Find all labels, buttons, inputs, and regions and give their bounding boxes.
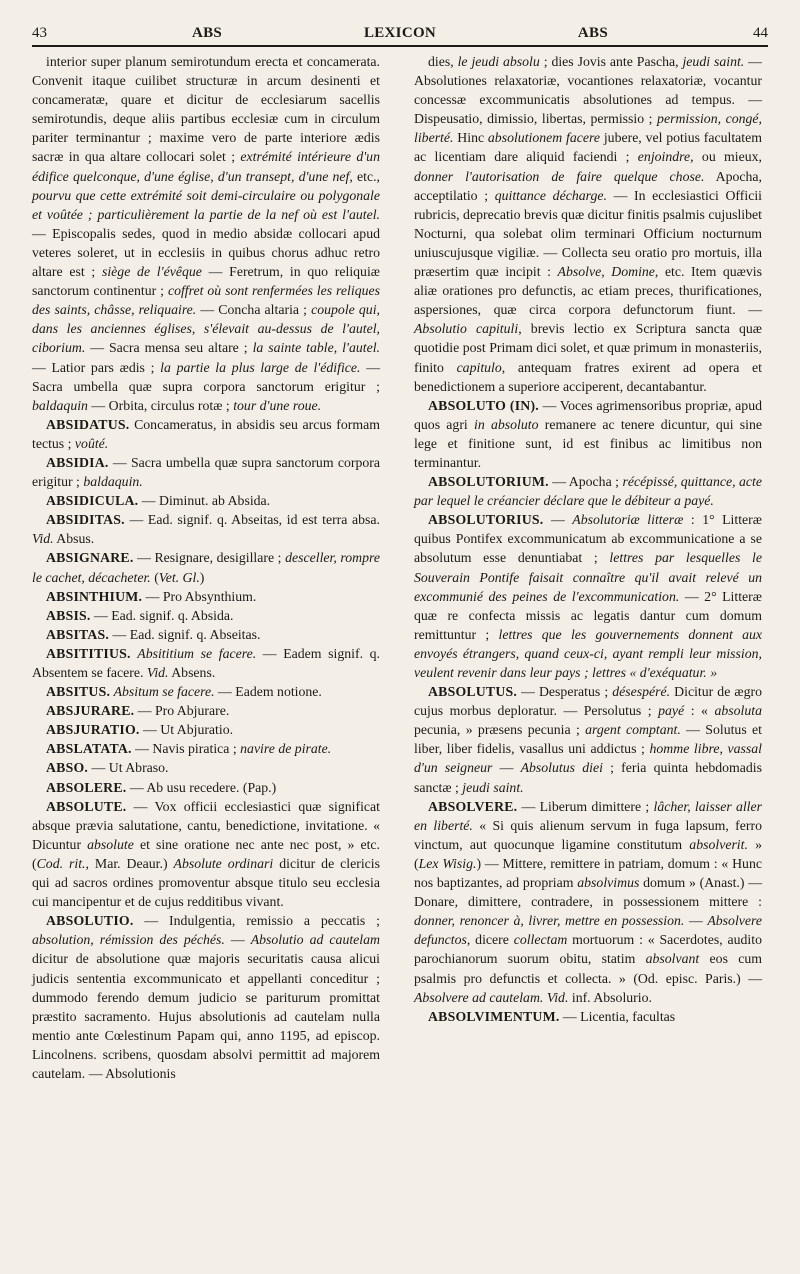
entry-text: ; dies Jovis ante Pascha,: [539, 54, 683, 69]
entry-text: — Eadem notione.: [214, 684, 322, 700]
entry-text: — Feretrum, in quo reliquiæ sanctorum continentur ;: [32, 264, 380, 299]
entry-text: Apocha, acceptilatio ;: [414, 168, 762, 203]
entry-text: — Orbita, circulus rotæ ;: [87, 397, 234, 413]
entry-italic-text: absolvant: [645, 951, 700, 967]
entry-italic-text: absolvimus: [577, 875, 640, 891]
entry-headword: ABSOLERE.: [46, 779, 127, 795]
entry-italic-text: navire de pirate.: [240, 741, 332, 757]
entry-headword: ABSIGNARE.: [46, 550, 134, 566]
dictionary-entry: [414, 682, 762, 797]
dictionary-entry: [32, 701, 380, 720]
entry-text: « Si quis alienum servum in fuga lapsum, ferro vinctum, aut quocunque ligamine constitutum: [414, 817, 762, 852]
entry-text: » (: [414, 836, 762, 871]
entry-text: dicitur de absolutione quæ majoris securitatis causa alicui judicis sententia excommunicato et appellanti conceditur ; dummodo ferendo demum judicio se pariturum promittat præstito sacramento. Hujus absolutionis ad cautelam nulla mentio ante Cœlestinum Papam qui, anno 1195, ad episcop. Lincolnens. scribens, quosdam absolvi permittit ad majorem cautelam. — Absolutionis: [32, 951, 380, 1081]
entry-italic-text: voûté.: [74, 435, 109, 451]
entry-headword: ABSOLUTORIUS.: [428, 512, 544, 528]
entry-italic-text: Absolvere ad cautelam. Vid.: [414, 989, 569, 1005]
entry-text: — Sacra mensa seu altare ;: [85, 340, 253, 356]
dictionary-entry: [32, 797, 380, 912]
entry-italic-text: récépissé, quittance, acte par lequel le créancier déclare que le débiteur a payé.: [414, 474, 762, 509]
entry-italic-text: Cod. rit.: [36, 855, 86, 871]
entry-italic-text: quittance décharge.: [494, 187, 607, 203]
entry-text: pecunia, » præsens pecunia ;: [414, 722, 586, 738]
entry-headword: ABSIDIA.: [46, 454, 109, 470]
entry-text: —: [543, 512, 573, 528]
dictionary-entry: [32, 911, 380, 1083]
entry-italic-text: pourvu que cette extrémité soit demi-circulaire ou polygonale et voûtée ; particulièrement la partie de la nef où est l'autel.: [32, 187, 380, 222]
running-header: [32, 22, 768, 44]
entry-text: — Solutus et liber, liber fidelis, vasallus uni addictus ;: [414, 722, 762, 757]
entry-text: — Ead. signif. q. Abseitas, id est terra absa.: [124, 512, 380, 528]
dictionary-entry: [32, 644, 380, 682]
entry-italic-text: Lex Wisig.: [418, 855, 477, 871]
entry-text: — Voces agrimensoribus propriæ, apud quos agri: [414, 397, 762, 432]
entry-italic-text: baldaquin.: [83, 474, 143, 490]
dictionary-entry: [32, 453, 380, 491]
entry-italic-text: absolution, rémission des péchés.: [32, 932, 225, 948]
entry-italic-text: enjoindre: [637, 149, 691, 165]
entry-text: : «: [684, 703, 715, 719]
entry-italic-text: absolverit.: [689, 836, 748, 852]
entry-italic-text: Absolutoriæ litteræ: [572, 512, 684, 528]
dictionary-entry: [32, 758, 380, 777]
entry-text: — Sacra umbella quæ supra sanctorum corpora erigitur ;: [32, 454, 380, 490]
dictionary-entry: [414, 472, 762, 510]
entry-italic-text: tour d'une roue.: [233, 397, 322, 413]
entry-italic-text: Absolutio capituli: [414, 321, 519, 337]
entry-italic-text: désespéré.: [612, 684, 671, 700]
entry-text: ) — Mittere, remittere in patriam, domum : « Hunc nos baptizantes, ad propriam: [414, 855, 762, 891]
entry-text: ): [199, 569, 205, 585]
entry-headword: ABSOLUTIO.: [46, 913, 134, 929]
page-number-left: 43: [32, 25, 47, 41]
entry-italic-text: Absolve, Domine: [557, 264, 655, 280]
left-column: [32, 52, 380, 1083]
entry-italic-text: Absolute ordinari: [173, 855, 274, 871]
entry-headword: ABSITUS.: [46, 684, 111, 700]
entry-headword: ABSIDATUS.: [46, 416, 130, 432]
guide-word-right: ABS: [577, 25, 608, 41]
guide-word-left: ABS: [192, 25, 223, 41]
entry-text: dicitur de clericis qui ad sacros ordines promoventur absque titulo seu ecclesia cui mancipentur et de cujus redditibus vivant.: [32, 855, 380, 910]
dictionary-entry: [32, 739, 380, 758]
entry-text: dies,: [428, 54, 458, 69]
entry-italic-text: extrémité intérieure d'un édifice quelconque, d'une église, d'un transept, d'une nef,: [32, 149, 380, 184]
entry-text: — Concha altaria ;: [196, 302, 312, 318]
entry-text: interior super planum semirotundum erecta et concamerata. Convenit itaque cuilibet structuræ in arcum desinenti et concameratæ, quare et dicitur de ecclesiarum sacellis semirotundis, deque aliis partibus ecclesiæ cum in circulum pariter terminantur ; maxime vero de parte interiore ædis sacræ in qua altare collocari solet ;: [32, 54, 380, 165]
entry-text: Dicitur de ægro cujus morbus deploratur. — Persolutus ;: [414, 684, 762, 719]
entry-italic-text: lettres par lesquelles le Souverain Pontife faisait connaître qu'il avait relevé un excommunié des peines de l'excommunication.: [414, 550, 762, 604]
entry-italic-text: jeudi saint.: [462, 779, 524, 795]
entry-text: , dicere: [466, 932, 514, 948]
dictionary-entry: [414, 52, 762, 396]
entry-text: et sine oratione nec ante nec post, » etc. (: [32, 836, 380, 871]
entry-text: mortuorum : « Sacerdotes, audito parochianorum suorum obitu, statim: [414, 932, 762, 967]
dictionary-entry: [32, 548, 380, 586]
entry-text: Concameratus, in absidis seu arcus formam tectus ;: [32, 416, 380, 451]
entry-text: — Ut Abraso.: [88, 760, 169, 776]
entry-text: inf. Absolurio.: [568, 989, 652, 1005]
entry-text: — Indulgentia, remissio a peccatis ;: [133, 913, 380, 929]
entry-italic-text: donner l'autorisation de faire quelque chose.: [414, 168, 705, 184]
right-column: [414, 52, 762, 1026]
entry-text: — Ut Abjuratio.: [139, 722, 234, 738]
entry-text: , etc. Item quævis aliæ orationes pro defunctis, ac etiam preces, thurificationes, aspersiones, quæ circa corpora defunctorum fiunt. —: [414, 264, 762, 318]
entry-headword: ABSIS.: [46, 607, 91, 623]
entry-headword: ABSITAS.: [46, 626, 110, 642]
entry-text: — Vox officii ecclesiastici quæ significat absque prævia salutatione, cantu, benedictione, invitatione. « Dicuntur: [32, 798, 380, 852]
entry-text: — Diminut. ab Absida.: [138, 493, 271, 509]
dictionary-entry: [414, 1007, 762, 1026]
entry-headword: ABSJURARE.: [46, 703, 135, 719]
entry-text: — Resignare, desigillare ;: [133, 550, 286, 566]
entry-italic-text: Absitum se facere.: [113, 684, 215, 700]
dictionary-entry: [32, 510, 380, 548]
entry-italic-text: donner, renoncer à, livrer, mettre en possession.: [414, 913, 685, 929]
header-rule: [32, 45, 768, 47]
entry-text: — Licentia, facultas: [559, 1008, 676, 1024]
entry-text: , antequam fratres exirent ad opera et benedictionem a superiore acciperent, decantabantur.: [414, 359, 762, 394]
entry-headword: ABSJURATIO.: [46, 722, 140, 738]
entry-italic-text: Vid.: [32, 531, 54, 547]
dictionary-entry: [32, 606, 380, 625]
entry-text: — Ab usu recedere. (Pap.): [126, 779, 277, 795]
entry-text: — 2° Litteræ quæ re confecta missis ac legatis dantur cum domum remittuntur ;: [414, 588, 762, 642]
dictionary-entry: [414, 797, 762, 1007]
entry-text: —: [492, 760, 521, 776]
entry-italic-text: le jeudi absolu: [457, 54, 540, 69]
dictionary-entry: [32, 682, 380, 701]
entry-italic-text: payé: [658, 703, 685, 719]
entry-text: Absus.: [53, 531, 95, 547]
entry-text: — Absolutiones relaxatoriæ, vocantiones relaxatoriæ, vocantur concessæ excommunicatis absolutiones ad tempus. — Dispeusatio, dimissio, libertas, permissio ;: [414, 54, 762, 127]
entry-text: — Episcopalis sedes, quod in medio absidæ collocari apud veteres soleret, ut in ecclesiis in quibus chorus adhuc retro altare est ;: [32, 225, 380, 280]
entry-italic-text: la partie la plus large de l'édifice.: [160, 359, 361, 375]
entry-italic-text: argent comptant.: [585, 722, 681, 738]
entry-text: — Sacra umbella quæ supra corpora sanctorum erigitur ;: [32, 359, 380, 394]
entry-italic-text: collectam: [513, 932, 568, 948]
entry-text: domum » (Anast.) — Donare, dimittere, contradere, in possessionem mittere :: [414, 875, 762, 910]
entry-italic-text: lettres que les gouvernements donnent aux envoyés étrangers, quand ceux-ci, ayant rempli leur mission, veulent revenir dans leur pays ; lettres « d'exéquatur. »: [414, 626, 763, 680]
dictionary-entry: [32, 587, 380, 606]
running-title: LEXICON: [363, 25, 437, 41]
entry-italic-text: Absititium se facere.: [137, 645, 257, 661]
entry-italic-text: Absolutio ad cautelam: [250, 932, 380, 948]
entry-italic-text: absolutionem facere: [487, 130, 601, 146]
dictionary-entry: [32, 52, 380, 415]
entry-italic-text: in absoluto: [474, 416, 539, 432]
entry-italic-text: absolute: [87, 836, 134, 852]
entry-headword: ABSINTHIUM.: [46, 588, 143, 604]
entry-italic-text: Vet. Gl.: [158, 569, 200, 585]
entry-italic-text: coupole qui, dans les anciennes églises, s'élevait au-dessus de l'autel, ciborium.: [32, 302, 380, 356]
entry-text: etc.,: [352, 168, 380, 184]
entry-text: — Navis piratica ;: [131, 741, 241, 757]
entry-text: — Pro Absynthium.: [142, 588, 257, 604]
entry-italic-text: permission, congé, liberté.: [414, 111, 762, 146]
entry-text: Absens.: [168, 665, 216, 680]
entry-italic-text: lâcher, laisser aller en liberté.: [414, 798, 762, 833]
entry-headword: ABSOLUTE.: [46, 798, 127, 814]
entry-text: , ou mieux,: [690, 149, 762, 165]
entry-headword: ABSIDICULA.: [46, 493, 139, 509]
dictionary-entry: [32, 415, 380, 453]
dictionary-entry: [32, 720, 380, 739]
entry-italic-text: Absolvere defunctos: [414, 913, 762, 948]
entry-headword: ABSLATATA.: [46, 741, 132, 757]
entry-italic-text: desceller, rompre le cachet, décacheter.: [32, 550, 380, 585]
entry-italic-text: Absolutus diei: [520, 760, 603, 776]
entry-text: jubere, vel potius facultatem ac licentiam dare aliquid faciendi ;: [414, 130, 762, 165]
entry-italic-text: absoluta: [714, 703, 762, 719]
entry-headword: ABSIDITAS.: [46, 512, 125, 528]
entry-text: — Apocha ;: [548, 474, 623, 490]
entry-italic-text: Vid.: [146, 665, 169, 680]
entry-italic-text: jeudi saint.: [682, 54, 745, 69]
entry-text: —: [224, 932, 251, 948]
entry-text: ; feria quinta hebdomadis sanctæ ;: [414, 760, 762, 795]
entry-headword: ABSOLUTUS.: [428, 684, 518, 700]
entry-italic-text: coffret où sont renfermées les reliques des saints, châsse, reliquaire.: [32, 283, 380, 318]
entry-italic-text: baldaquin: [32, 397, 88, 413]
entry-text: — Eadem signif. q. Absentem se facere.: [32, 645, 381, 680]
entry-text: remanere ac tenere dicuntur, qui sine lege et finitione sunt, id est finibus ac limitibus non terminantur.: [414, 416, 762, 470]
entry-text: — Ead. signif. q. Abseitas.: [109, 626, 261, 642]
dictionary-entry: [32, 778, 380, 797]
entry-italic-text: siège de l'évêque: [101, 264, 202, 280]
entry-headword: ABSITITIUS.: [46, 645, 131, 661]
entry-text: : 1° Litteræ quibus Pontifex excommunicatum ab excommunicatione a se absolutum esse denuntiabat ;: [414, 512, 762, 566]
entry-headword: ABSOLVERE.: [428, 798, 518, 814]
entry-text: — Desperatus ;: [517, 684, 613, 700]
entry-text: Hinc: [453, 130, 488, 146]
entry-text: — Ead. signif. q. Absida.: [90, 607, 234, 623]
entry-text: —: [684, 913, 708, 929]
dictionary-entry: [32, 491, 380, 510]
entry-text: — Liberum dimittere ;: [517, 798, 654, 814]
entry-text: (: [150, 569, 159, 585]
entry-text: eos cum psalmis pro defunctis et collecta. » (Od. episc. Paris.) —: [414, 951, 762, 986]
entry-text: , Mar. Deaur.): [85, 855, 174, 871]
entry-text: — Pro Abjurare.: [134, 703, 230, 719]
entry-headword: ABSOLVIMENTUM.: [428, 1008, 560, 1024]
entry-italic-text: la sainte table, l'autel.: [252, 340, 380, 356]
entry-text: — Latior pars ædis ;: [32, 359, 161, 375]
entry-italic-text: homme libre, vassal d'un seigneur: [414, 741, 762, 776]
dictionary-entry: [414, 510, 762, 682]
dictionary-entry: [32, 625, 380, 644]
entry-italic-text: capitulo: [456, 359, 502, 375]
page-number-right: 44: [753, 25, 768, 41]
entry-text: , brevis lectio ex Scriptura sancta quæ quotidie post Primam dici solet, et quæ primum in monasteriis, finito: [414, 321, 762, 375]
entry-text: — In ecclesiastici Officii rubricis, deprecatio brevis quæ dicitur finitis psalmis cujuslibet Nocturni, qua solebat olim terminari Officium nocturnum uniuscujusque vigiliæ. — Collecta seu oratio pro mortuis, illa præsertim quæ incipit :: [414, 187, 762, 280]
dictionary-entry: [414, 396, 762, 472]
entry-headword: ABSO.: [46, 760, 89, 776]
entry-headword: ABSOLUTORIUM.: [428, 474, 549, 490]
entry-headword: ABSOLUTO (IN).: [428, 397, 539, 413]
